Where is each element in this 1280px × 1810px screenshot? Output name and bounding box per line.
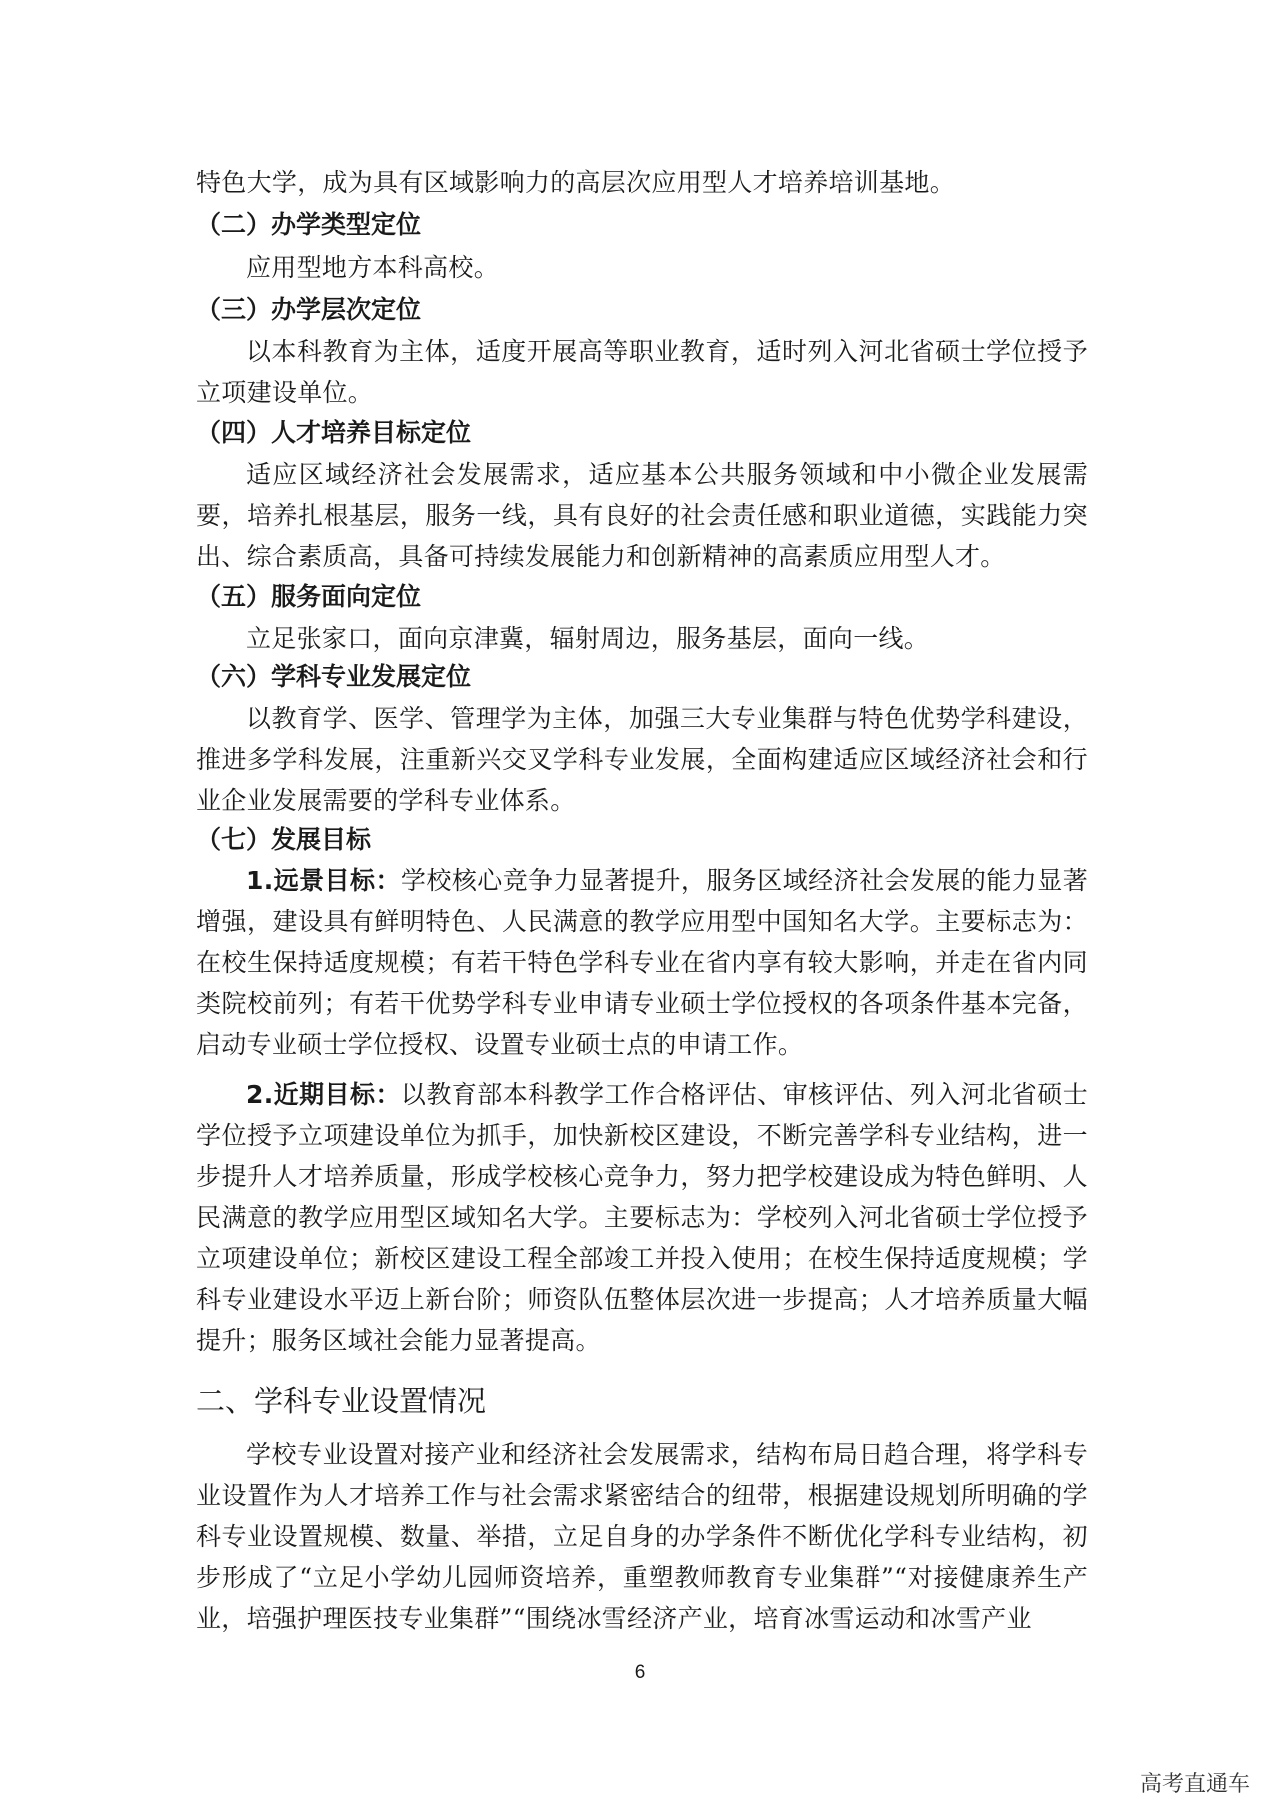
section-5-body: 立足张家口，面向京津冀，辐射周边，服务基层，面向一线。 <box>246 624 930 653</box>
goal-1-body: 学校核心竞争力显著提升，服务区域经济社会发展的能力显著增强，建设具有鲜明特色、人民满意的教学应用型中国知名大学。主要标志为：在校生保持适度规模；有若干特色学科专业在省内享有较大影响，并走在省内同类院校前列；有若干优势学科专业申请专业硕士学位授权的各项条件基本完备，启动专业硕士学位授权、设置专业硕士点的申请工作。 <box>196 866 1088 1059</box>
goal-2-paragraph <box>196 1074 1088 1361</box>
section-6-heading: （六）学科专业发展定位 <box>196 662 472 691</box>
watermark-text: 高考直通车 <box>1139 1772 1250 1797</box>
goal-1-lead: 1.远景目标： <box>246 866 401 895</box>
goal-2-body: 以教育部本科教学工作合格评估、审核评估、列入河北省硕士学位授予立项建设单位为抓手，加快新校区建设，不断完善学科专业结构，进一步提升人才培养质量，形成学校核心竞争力，努力把学校建设成为特色鲜明、人民满意的教学应用型区域知名大学。主要标志为：学校列入河北省硕士学位授予立项建设单位；新校区建设工程全部竣工并投入使用；在校生保持适度规模；学科专业建设水平迈上新台阶；师资队伍整体层次进一步提高；人才培养质量大幅提升；服务区域社会能力显著提高。 <box>196 1080 1088 1355</box>
section-3-heading: （三）办学层次定位 <box>196 295 422 324</box>
chapter-2-heading: 二、学科专业设置情况 <box>196 1384 487 1418</box>
page-number: 6 <box>634 1662 646 1683</box>
goal-1-paragraph <box>196 860 1088 1065</box>
section-6-body: 以教育学、医学、管理学为主体，加强三大专业集群与特色优势学科建设，推进多学科发展，注重新兴交叉学科专业发展，全面构建适应区域经济社会和行业企业发展需要的学科专业体系。 <box>196 704 1088 815</box>
section-2-heading: （二）办学类型定位 <box>196 210 422 239</box>
section-7-heading: （七）发展目标 <box>196 825 372 854</box>
chapter-2-body: 学校专业设置对接产业和经济社会发展需求，结构布局日趋合理，将学科专业设置作为人才培养工作与社会需求紧密结合的纽带，根据建设规划所明确的学科专业设置规模、数量、举措，立足自身的办学条件不断优化学科专业结构，初步形成了“立足小学幼儿园师资培养，重塑教师教育专业集群”“对接健康养生产业，培强护理医技专业集群”“围绕冰雪经济产业，培育冰雪运动和冰雪产业 <box>196 1440 1088 1633</box>
section-5-heading: （五）服务面向定位 <box>196 582 422 611</box>
section-4-heading: （四）人才培养目标定位 <box>196 418 472 447</box>
goal-2-lead: 2.近期目标： <box>246 1080 401 1109</box>
section-4-body: 适应区域经济社会发展需求，适应基本公共服务领域和中小微企业发展需要，培养扎根基层，服务一线，具有良好的社会责任感和职业道德，实践能力突出、综合素质高，具备可持续发展能力和创新精神的高素质应用型人才。 <box>196 460 1088 571</box>
section-3-body: 以本科教育为主体，适度开展高等职业教育，适时列入河北省硕士学位授予立项建设单位。 <box>196 337 1088 407</box>
intro-paragraph: 特色大学，成为具有区域影响力的高层次应用型人才培养培训基地。 <box>196 168 956 197</box>
section-2-body: 应用型地方本科高校。 <box>246 253 500 282</box>
